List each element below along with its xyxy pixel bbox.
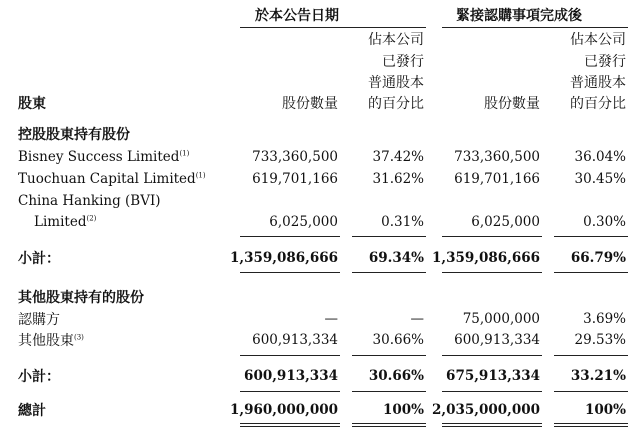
rule-total-top [442, 391, 542, 392]
header-pct-now-line2: 已發行 [382, 54, 424, 70]
rule-subtotal-top [554, 236, 628, 237]
header-pct-after-line3: 普通股本 [570, 75, 626, 91]
rule-total-bottom [240, 423, 340, 424]
rule-subtotal-top [240, 355, 340, 356]
cell-pct-after: 3.69% [583, 311, 626, 327]
cell-pct-now: 31.62% [372, 171, 424, 187]
subtotal-shares-now: 600,913,334 [244, 368, 338, 384]
rule-subtotal-bottom [240, 272, 340, 273]
total-label: 總計 [18, 403, 46, 419]
subtotal-label: 小計： [18, 369, 60, 385]
rule-total-top [352, 391, 426, 392]
subtotal-pct-now: 69.34% [368, 250, 424, 266]
cell-shares-now: 619,701,166 [252, 171, 338, 187]
header-pct-now-line3: 普通股本 [368, 75, 424, 91]
header-pct-after-line4: 的百分比 [570, 96, 626, 112]
rule-total-bottom [554, 426, 628, 427]
subtotal-pct-after: 66.79% [570, 250, 626, 266]
row-name: Tuochuan Capital Limited$^{(1)}$ [18, 171, 206, 187]
row-name: 其他股東$^{(3)}$ [18, 333, 84, 349]
total-shares-now: 1,960,000,000 [230, 402, 339, 418]
row-name: Bisney Success Limited$^{(1)}$ [18, 149, 190, 165]
subtotal-shares-after: 1,359,086,666 [432, 250, 541, 266]
rule-subtotal-bottom [442, 272, 542, 273]
cell-shares-after: 6,025,000 [471, 214, 540, 230]
cell-pct-now: — [410, 311, 424, 327]
header-group-announcement: 於本公告日期 [255, 8, 339, 24]
row-name: 認購方 [18, 312, 60, 328]
subtotal-shares-now: 1,359,086,666 [230, 250, 339, 266]
cell-shares-after: 75,000,000 [462, 311, 540, 327]
cell-pct-now: 30.66% [372, 332, 424, 348]
section-other-title: 其他股東持有的股份 [18, 290, 144, 306]
header-rule-after [442, 27, 628, 28]
rule-subtotal-top [442, 236, 542, 237]
rule-total-bottom [240, 426, 340, 427]
rule-subtotal-top [352, 236, 426, 237]
rule-total-bottom [442, 426, 542, 427]
rule-subtotal-bottom [352, 272, 426, 273]
rule-total-bottom [442, 423, 542, 424]
total-shares-after: 2,035,000,000 [432, 402, 541, 418]
section-controlling-title: 控股股東持有股份 [18, 127, 130, 143]
cell-pct-after: 0.30% [583, 214, 626, 230]
header-shares-now: 股份數量 [282, 96, 338, 112]
rule-subtotal-top [240, 236, 340, 237]
subtotal-pct-after: 33.21% [570, 368, 626, 384]
cell-pct-after: 36.04% [574, 149, 626, 165]
header-shares-after: 股份數量 [484, 96, 540, 112]
rule-total-bottom [352, 426, 426, 427]
rule-subtotal-top [442, 355, 542, 356]
header-pct-now-line4: 的百分比 [368, 96, 424, 112]
subtotal-label: 小計： [18, 251, 60, 267]
cell-shares-after: 600,913,334 [454, 332, 540, 348]
cell-shares-now: 600,913,334 [252, 332, 338, 348]
cell-shares-after: 733,360,500 [454, 149, 540, 165]
subtotal-shares-after: 675,913,334 [446, 368, 540, 384]
header-pct-now-line1: 佔本公司 [368, 32, 424, 48]
total-pct-after: 100% [584, 402, 626, 418]
cell-pct-now: 37.42% [372, 149, 424, 165]
row-name: China Hanking (BVI) [18, 193, 161, 209]
cell-shares-now: — [324, 311, 338, 327]
row-name-cont: Limited$^{(2)}$ [34, 214, 97, 230]
rule-total-bottom [352, 423, 426, 424]
rule-subtotal-top [554, 355, 628, 356]
header-shareholder: 股東 [18, 96, 46, 112]
header-group-after: 緊接認購事項完成後 [456, 8, 582, 24]
cell-shares-now: 6,025,000 [269, 214, 338, 230]
rule-subtotal-top [352, 355, 426, 356]
cell-pct-after: 29.53% [574, 332, 626, 348]
header-pct-after-line2: 已發行 [584, 54, 626, 70]
cell-pct-after: 30.45% [574, 171, 626, 187]
rule-total-top [554, 391, 628, 392]
total-pct-now: 100% [382, 402, 424, 418]
rule-total-bottom [554, 423, 628, 424]
header-pct-after-line1: 佔本公司 [570, 32, 626, 48]
cell-shares-now: 733,360,500 [252, 149, 338, 165]
cell-shares-after: 619,701,166 [454, 171, 540, 187]
cell-pct-now: 0.31% [381, 214, 424, 230]
rule-total-top [240, 391, 340, 392]
header-rule-announcement [240, 27, 426, 28]
subtotal-pct-now: 30.66% [368, 368, 424, 384]
rule-subtotal-bottom [554, 272, 628, 273]
